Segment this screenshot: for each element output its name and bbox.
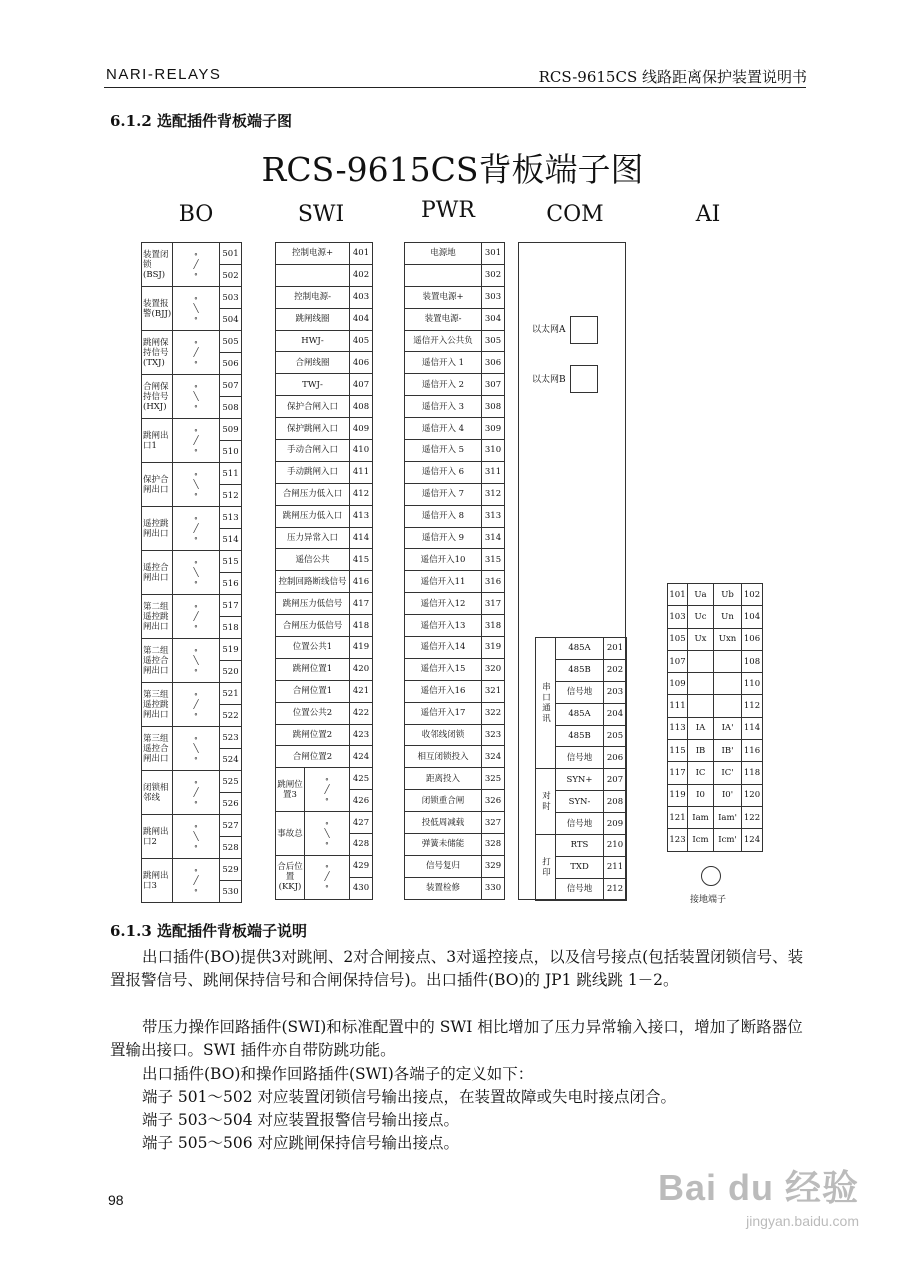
- ethernet-a-label: 以太网A: [532, 325, 566, 335]
- bo-label: 第二组遥控合闸出口: [142, 639, 173, 683]
- section-title-612: 6.1.2 选配插件背板端子图: [110, 112, 292, 130]
- ground-terminal-icon: [701, 866, 721, 886]
- bo-terminal-number: 526: [220, 793, 242, 815]
- ai-terminal-number: 110: [742, 673, 763, 695]
- pwr-label: 遥信开入 2: [405, 374, 482, 396]
- swi-label: 遥信公共: [276, 549, 350, 571]
- header-left: NARI-RELAYS: [106, 66, 222, 83]
- column-header-swi: SWI: [297, 202, 345, 227]
- bo-terminal-number: 530: [220, 881, 242, 903]
- ai-signal-label: Icm': [714, 829, 742, 851]
- pwr-label: 遥信开入15: [405, 658, 482, 680]
- swi-terminal-number: 404: [350, 308, 373, 330]
- column-header-bo: BO: [178, 202, 214, 227]
- pwr-label: 装置检修: [405, 877, 482, 899]
- swi-label: 控制电源-: [276, 286, 350, 308]
- swi-group-label: 跳闸位置3: [276, 768, 305, 812]
- bo-terminal-number: 509: [220, 419, 242, 441]
- pwr-label: 遥信开入 3: [405, 396, 482, 418]
- bo-label: 第三组遥控合闸出口: [142, 727, 173, 771]
- ethernet-b-label: 以太网B: [532, 375, 566, 385]
- column-header-com: COM: [546, 202, 604, 227]
- ai-signal-label: Ua: [688, 584, 714, 606]
- pwr-label: 遥信开入 9: [405, 527, 482, 549]
- section-title-613: 6.1.3 选配插件背板端子说明: [110, 922, 307, 940]
- ai-terminal-number: 105: [668, 628, 688, 650]
- pwr-label: 装置电源+: [405, 286, 482, 308]
- swi-label: 保护合闸入口: [276, 396, 350, 418]
- com-signal-label: SYN+: [556, 769, 604, 791]
- ai-terminal-number: 114: [742, 717, 763, 739]
- swi-terminal-number: 406: [350, 352, 373, 374]
- ai-signal-label: [714, 650, 742, 672]
- pwr-label: [405, 264, 482, 286]
- com-terminal-number: 204: [604, 703, 627, 725]
- paragraph: 带压力操作回路插件(SWI)和标准配置中的 SWI 相比增加了压力异常输入接口，增加了断路器位置输出接口。SWI 插件亦自带防跳功能。: [110, 1018, 803, 1059]
- swi-label: 手动合闸入口: [276, 440, 350, 462]
- pwr-terminal-number: 323: [482, 724, 505, 746]
- ai-signal-label: [714, 695, 742, 717]
- ai-signal-label: Iam': [714, 806, 742, 828]
- bo-label: 跳闸出口2: [142, 815, 173, 859]
- ai-signal-label: Uc: [688, 606, 714, 628]
- swi-terminal-number: 424: [350, 746, 373, 768]
- ai-signal-label: [714, 673, 742, 695]
- swi-terminal-number: 410: [350, 440, 373, 462]
- swi-terminal-number: 425: [350, 768, 373, 790]
- paragraph: 出口插件(BO)提供3对跳闸、2对合闸接点、3对遥控接点，以及信号接点(包括装置闭锁信号、装置报警信号、跳闸保持信号和合闸保持信号)。出口插件(BO)的 JP1 跳线跳 1－2。: [110, 948, 804, 989]
- pwr-terminal-number: 315: [482, 549, 505, 571]
- swi-label: 控制电源+: [276, 243, 350, 265]
- ai-signal-label: I0: [688, 784, 714, 806]
- relay-contact-icon: ∘ ╲ ∘: [173, 287, 220, 331]
- swi-terminal-number: 409: [350, 418, 373, 440]
- swi-terminal-number: 417: [350, 593, 373, 615]
- com-terminal-number: 201: [604, 638, 627, 660]
- swi-label: 跳闸位置1: [276, 658, 350, 680]
- pwr-label: 遥信开入 1: [405, 352, 482, 374]
- swi-terminal-number: 413: [350, 505, 373, 527]
- bo-terminal-number: 508: [220, 397, 242, 419]
- header-divider: [104, 87, 806, 88]
- pwr-label: 遥信开入 5: [405, 440, 482, 462]
- pwr-label: 遥信开入 8: [405, 505, 482, 527]
- column-header-pwr: PWR: [421, 198, 475, 223]
- bo-terminal-number: 516: [220, 573, 242, 595]
- com-signal-label: RTS: [556, 835, 604, 857]
- ai-terminal-number: 109: [668, 673, 688, 695]
- pwr-label: 投低周减载: [405, 812, 482, 834]
- bo-terminal-number: 511: [220, 463, 242, 485]
- ai-terminal-number: 104: [742, 606, 763, 628]
- bo-terminal-number: 513: [220, 507, 242, 529]
- pwr-label: 遥信开入 7: [405, 483, 482, 505]
- pwr-label: 收邻线闭锁: [405, 724, 482, 746]
- watermark-logo: Bai du 经验: [658, 1167, 860, 1208]
- pwr-terminal-number: 313: [482, 505, 505, 527]
- pwr-terminal-number: 309: [482, 418, 505, 440]
- com-terminal-number: 209: [604, 813, 627, 835]
- ai-signal-label: Iam: [688, 806, 714, 828]
- pwr-terminal-number: 330: [482, 877, 505, 899]
- ai-terminal-number: 116: [742, 740, 763, 762]
- bo-terminal-number: 521: [220, 683, 242, 705]
- relay-contact-icon: ∘ ╱ ∘: [173, 859, 220, 903]
- pwr-terminal-number: 329: [482, 855, 505, 877]
- swi-label: 合闸位置2: [276, 746, 350, 768]
- bo-label: 跳闸保持信号(TXJ): [142, 331, 173, 375]
- com-signal-label: 信号地: [556, 681, 604, 703]
- ai-signal-label: IC': [714, 762, 742, 784]
- bo-terminal-number: 502: [220, 265, 242, 287]
- pwr-label: 装置电源-: [405, 308, 482, 330]
- paragraph: 端子 501～502 对应装置闭锁信号输出接点，在装置故障或失电时接点闭合。: [142, 1088, 677, 1106]
- ground-terminal-label: 接地端子: [690, 895, 727, 905]
- bo-label: 装置闭锁(BSJ): [142, 243, 173, 287]
- swi-label: 跳闸压力低信号: [276, 593, 350, 615]
- ai-signal-label: [688, 673, 714, 695]
- swi-group-label: 事故总: [276, 812, 305, 856]
- swi-label: 合闸压力低入口: [276, 483, 350, 505]
- com-terminal-number: 202: [604, 659, 627, 681]
- bo-label: 第二组遥控跳闸出口: [142, 595, 173, 639]
- swi-terminal-number: 407: [350, 374, 373, 396]
- pwr-terminal-table: [404, 242, 505, 900]
- bo-terminal-number: 525: [220, 771, 242, 793]
- pwr-terminal-number: 302: [482, 264, 505, 286]
- bo-terminal-number: 520: [220, 661, 242, 683]
- pwr-terminal-number: 303: [482, 286, 505, 308]
- swi-terminal-number: 427: [350, 812, 373, 834]
- paragraph: 端子 503～504 对应装置报警信号输出接点。: [142, 1111, 460, 1129]
- pwr-terminal-number: 325: [482, 768, 505, 790]
- swi-terminal-number: 416: [350, 571, 373, 593]
- ai-terminal-number: 112: [742, 695, 763, 717]
- ethernet-a-port-icon: [570, 316, 598, 344]
- pwr-label: 遥信开入11: [405, 571, 482, 593]
- swi-terminal-number: 405: [350, 330, 373, 352]
- ai-terminal-number: 107: [668, 650, 688, 672]
- bo-terminal-number: 519: [220, 639, 242, 661]
- bo-terminal-number: 527: [220, 815, 242, 837]
- com-group-label: 对时: [536, 769, 556, 835]
- ai-terminal-number: 123: [668, 829, 688, 851]
- ai-terminal-number: 119: [668, 784, 688, 806]
- pwr-terminal-number: 327: [482, 812, 505, 834]
- bo-label: 遥控合闸出口: [142, 551, 173, 595]
- com-terminal-number: 205: [604, 725, 627, 747]
- ai-terminal-number: 102: [742, 584, 763, 606]
- pwr-terminal-number: 311: [482, 461, 505, 483]
- swi-label: 位置公共1: [276, 637, 350, 659]
- swi-label: 合闸线圈: [276, 352, 350, 374]
- bo-terminal-number: 518: [220, 617, 242, 639]
- ai-signal-label: Icm: [688, 829, 714, 851]
- pwr-terminal-number: 317: [482, 593, 505, 615]
- com-terminal-number: 208: [604, 791, 627, 813]
- bo-terminal-number: 506: [220, 353, 242, 375]
- pwr-terminal-number: 305: [482, 330, 505, 352]
- swi-terminal-number: 415: [350, 549, 373, 571]
- pwr-label: 遥信开入17: [405, 702, 482, 724]
- swi-terminal-number: 403: [350, 286, 373, 308]
- com-terminal-number: 210: [604, 835, 627, 857]
- pwr-terminal-number: 326: [482, 790, 505, 812]
- swi-terminal-number: 429: [350, 855, 373, 877]
- pwr-label: 遥信开入 4: [405, 418, 482, 440]
- pwr-terminal-number: 322: [482, 702, 505, 724]
- swi-label: 手动跳闸入口: [276, 461, 350, 483]
- pwr-terminal-number: 324: [482, 746, 505, 768]
- com-terminal-number: 207: [604, 769, 627, 791]
- ai-signal-label: IA': [714, 717, 742, 739]
- swi-label: 位置公共2: [276, 702, 350, 724]
- ethernet-b-port-icon: [570, 365, 598, 393]
- com-signal-label: 信号地: [556, 747, 604, 769]
- watermark-url: jingyan.baidu.com: [746, 1213, 860, 1229]
- swi-label: 保护跳闸入口: [276, 418, 350, 440]
- pwr-label: 遥信开入16: [405, 680, 482, 702]
- relay-contact-icon: ∘ ╱ ∘: [305, 855, 350, 899]
- pwr-terminal-number: 304: [482, 308, 505, 330]
- relay-contact-icon: ∘ ╲ ∘: [173, 639, 220, 683]
- ai-signal-label: Uxn: [714, 628, 742, 650]
- ai-signal-label: Un: [714, 606, 742, 628]
- swi-label: [276, 264, 350, 286]
- pwr-terminal-number: 301: [482, 243, 505, 265]
- pwr-terminal-number: 320: [482, 658, 505, 680]
- relay-contact-icon: ∘ ╱ ∘: [173, 683, 220, 727]
- relay-contact-icon: ∘ ╱ ∘: [305, 768, 350, 812]
- relay-contact-icon: ∘ ╱ ∘: [173, 771, 220, 815]
- bo-terminal-number: 523: [220, 727, 242, 749]
- swi-terminal-number: 408: [350, 396, 373, 418]
- com-terminal-number: 211: [604, 856, 627, 878]
- page-number: 98: [108, 1192, 124, 1208]
- bo-label: 闭锁相邻线: [142, 771, 173, 815]
- pwr-label: 遥信开入13: [405, 615, 482, 637]
- swi-label: 压力异常入口: [276, 527, 350, 549]
- pwr-label: 信号复归: [405, 855, 482, 877]
- pwr-terminal-number: 319: [482, 637, 505, 659]
- ai-terminal-number: 103: [668, 606, 688, 628]
- bo-label: 跳闸出口1: [142, 419, 173, 463]
- swi-label: 控制回路断线信号: [276, 571, 350, 593]
- swi-label: 跳闸位置2: [276, 724, 350, 746]
- bo-terminal-number: 529: [220, 859, 242, 881]
- pwr-label: 遥信开入12: [405, 593, 482, 615]
- swi-terminal-number: 411: [350, 461, 373, 483]
- com-signal-label: 485A: [556, 703, 604, 725]
- pwr-terminal-number: 306: [482, 352, 505, 374]
- bo-terminal-number: 505: [220, 331, 242, 353]
- bo-label: 装置报警(BJJ): [142, 287, 173, 331]
- swi-terminal-number: 426: [350, 790, 373, 812]
- com-group-label: 串口通讯: [536, 638, 556, 769]
- swi-label: 跳闸线圈: [276, 308, 350, 330]
- pwr-label: 闭锁重合闸: [405, 790, 482, 812]
- column-header-ai: AI: [695, 202, 721, 227]
- swi-terminal-number: 422: [350, 702, 373, 724]
- ai-signal-label: IA: [688, 717, 714, 739]
- swi-terminal-number: 419: [350, 637, 373, 659]
- bo-terminal-number: 517: [220, 595, 242, 617]
- relay-contact-icon: ∘ ╲ ∘: [173, 551, 220, 595]
- swi-label: 合闸位置1: [276, 680, 350, 702]
- ai-signal-label: [688, 650, 714, 672]
- bo-terminal-number: 528: [220, 837, 242, 859]
- ai-terminal-number: 120: [742, 784, 763, 806]
- relay-contact-icon: ∘ ╱ ∘: [173, 243, 220, 287]
- ai-signal-label: [688, 695, 714, 717]
- ai-terminal-number: 118: [742, 762, 763, 784]
- swi-terminal-number: 401: [350, 243, 373, 265]
- swi-terminal-number: 428: [350, 834, 373, 856]
- bo-label: 遥控跳闸出口: [142, 507, 173, 551]
- com-signal-label: 485B: [556, 725, 604, 747]
- bo-terminal-table: [141, 242, 242, 903]
- pwr-label: 弹簧未储能: [405, 834, 482, 856]
- bo-label: 合闸保持信号(HXJ): [142, 375, 173, 419]
- pwr-terminal-number: 321: [482, 680, 505, 702]
- relay-contact-icon: ∘ ╲ ∘: [305, 812, 350, 856]
- ai-terminal-number: 108: [742, 650, 763, 672]
- pwr-label: 电源地: [405, 243, 482, 265]
- ai-signal-label: Ux: [688, 628, 714, 650]
- swi-terminal-number: 412: [350, 483, 373, 505]
- relay-contact-icon: ∘ ╱ ∘: [173, 419, 220, 463]
- paragraph: 端子 505～506 对应跳闸保持信号输出接点。: [142, 1134, 460, 1152]
- swi-terminal-number: 414: [350, 527, 373, 549]
- com-terminal-table: [535, 637, 627, 901]
- swi-label: TWJ-: [276, 374, 350, 396]
- com-signal-label: 信号地: [556, 878, 604, 900]
- com-signal-label: 485A: [556, 638, 604, 660]
- relay-contact-icon: ∘ ╲ ∘: [173, 463, 220, 507]
- pwr-label: 距离投入: [405, 768, 482, 790]
- swi-terminal-number: 418: [350, 615, 373, 637]
- pwr-label: 遥信开入14: [405, 637, 482, 659]
- relay-contact-icon: ∘ ╲ ∘: [173, 375, 220, 419]
- ai-signal-label: IB: [688, 740, 714, 762]
- ai-terminal-number: 117: [668, 762, 688, 784]
- bo-terminal-number: 507: [220, 375, 242, 397]
- swi-terminal-number: 421: [350, 680, 373, 702]
- bo-label: 跳闸出口3: [142, 859, 173, 903]
- swi-label: 跳闸压力低入口: [276, 505, 350, 527]
- paragraph: 出口插件(BO)和操作回路插件(SWI)各端子的定义如下：: [142, 1065, 534, 1083]
- relay-contact-icon: ∘ ╱ ∘: [173, 507, 220, 551]
- ai-terminal-number: 122: [742, 806, 763, 828]
- bo-terminal-number: 504: [220, 309, 242, 331]
- pwr-terminal-number: 314: [482, 527, 505, 549]
- swi-terminal-number: 430: [350, 877, 373, 899]
- bo-terminal-number: 501: [220, 243, 242, 265]
- swi-group-label: 合后位置(KKJ): [276, 855, 305, 899]
- ai-terminal-table: [667, 583, 763, 852]
- com-signal-label: TXD: [556, 856, 604, 878]
- swi-terminal-number: 420: [350, 658, 373, 680]
- bo-terminal-number: 510: [220, 441, 242, 463]
- header-right: RCS-9615CS 线路距离保护装置说明书: [538, 68, 807, 86]
- ai-signal-label: IB': [714, 740, 742, 762]
- bo-terminal-number: 512: [220, 485, 242, 507]
- com-signal-label: 485B: [556, 659, 604, 681]
- pwr-label: 遥信开入公共负: [405, 330, 482, 352]
- ai-terminal-number: 101: [668, 584, 688, 606]
- pwr-terminal-number: 328: [482, 834, 505, 856]
- relay-contact-icon: ∘ ╲ ∘: [173, 815, 220, 859]
- ai-terminal-number: 115: [668, 740, 688, 762]
- pwr-terminal-number: 308: [482, 396, 505, 418]
- com-terminal-number: 212: [604, 878, 627, 900]
- relay-contact-icon: ∘ ╱ ∘: [173, 595, 220, 639]
- ai-signal-label: Ub: [714, 584, 742, 606]
- pwr-label: 遥信开入 6: [405, 461, 482, 483]
- pwr-terminal-number: 318: [482, 615, 505, 637]
- watermark: [658, 1160, 859, 1229]
- ai-signal-label: IC: [688, 762, 714, 784]
- diagram-title: RCS-9615CS背板端子图: [261, 150, 644, 189]
- swi-label: HWJ-: [276, 330, 350, 352]
- pwr-terminal-number: 310: [482, 440, 505, 462]
- bo-terminal-number: 522: [220, 705, 242, 727]
- bo-terminal-number: 515: [220, 551, 242, 573]
- pwr-terminal-number: 312: [482, 483, 505, 505]
- ai-signal-label: I0': [714, 784, 742, 806]
- pwr-terminal-number: 316: [482, 571, 505, 593]
- pwr-label: 相互闭锁投入: [405, 746, 482, 768]
- pwr-terminal-number: 307: [482, 374, 505, 396]
- ai-terminal-number: 106: [742, 628, 763, 650]
- com-signal-label: 信号地: [556, 813, 604, 835]
- com-signal-label: SYN-: [556, 791, 604, 813]
- swi-label: 合闸压力低信号: [276, 615, 350, 637]
- ai-terminal-number: 121: [668, 806, 688, 828]
- bo-label: 第三组遥控跳闸出口: [142, 683, 173, 727]
- com-terminal-number: 203: [604, 681, 627, 703]
- relay-contact-icon: ∘ ╱ ∘: [173, 331, 220, 375]
- bo-terminal-number: 514: [220, 529, 242, 551]
- ai-terminal-number: 124: [742, 829, 763, 851]
- ai-terminal-number: 111: [668, 695, 688, 717]
- bo-terminal-number: 524: [220, 749, 242, 771]
- swi-terminal-table: [275, 242, 373, 900]
- relay-contact-icon: ∘ ╲ ∘: [173, 727, 220, 771]
- bo-terminal-number: 503: [220, 287, 242, 309]
- com-group-label: 打印: [536, 835, 556, 901]
- swi-terminal-number: 402: [350, 264, 373, 286]
- bo-label: 保护合闸出口: [142, 463, 173, 507]
- ai-terminal-number: 113: [668, 717, 688, 739]
- pwr-label: 遥信开入10: [405, 549, 482, 571]
- com-terminal-number: 206: [604, 747, 627, 769]
- swi-terminal-number: 423: [350, 724, 373, 746]
